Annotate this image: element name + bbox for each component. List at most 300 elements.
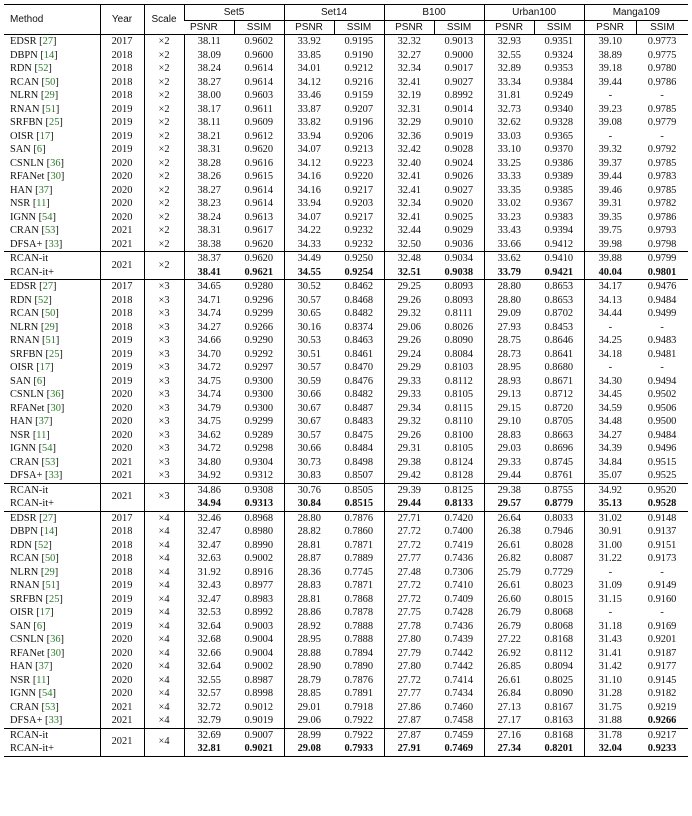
method-name: RNAN xyxy=(10,103,40,115)
citation-link[interactable]: 25 xyxy=(49,348,60,360)
citation-link[interactable]: 11 xyxy=(36,429,47,441)
scale-cell: ×4 xyxy=(144,674,184,688)
citation-link[interactable]: 6 xyxy=(36,375,43,387)
scale-cell: ×2 xyxy=(144,130,184,144)
ssim-cell: 0.8484 xyxy=(344,443,374,454)
psnr-cell: 32.34 xyxy=(384,197,434,211)
ssim-cell: 0.9002 xyxy=(244,553,274,564)
method-cell: DFSA+ [33] xyxy=(10,238,63,250)
citation-link[interactable]: 14 xyxy=(43,49,55,61)
year-cell: 2019 xyxy=(100,579,144,593)
ssim-cell: 0.9328 xyxy=(544,117,574,128)
psnr-cell: 39.10 xyxy=(584,35,636,49)
psnr-cell: 27.80 xyxy=(384,660,434,674)
method-name: EDSR xyxy=(10,512,37,524)
ssim-cell: 0.9312 xyxy=(244,470,274,481)
citation-link[interactable]: 27 xyxy=(42,281,54,292)
method-name: RFANet xyxy=(10,647,45,659)
psnr-cell: 31.81 xyxy=(484,89,534,103)
year-cell: 2020 xyxy=(100,157,144,171)
method-cell: RDN [52] xyxy=(10,539,52,551)
psnr-cell: - xyxy=(584,130,636,144)
psnr-cell: 29.33 xyxy=(484,456,534,470)
scale-block-x2 xyxy=(4,35,688,280)
scale-cell: ×2 xyxy=(144,197,184,211)
psnr-cell: 35.13 xyxy=(584,497,636,511)
method-cell: DBPN [14] xyxy=(10,49,58,61)
citation-link[interactable]: 51 xyxy=(45,103,56,115)
citation-link[interactable]: 17 xyxy=(39,607,51,618)
ssim-cell: 0.7889 xyxy=(344,553,374,564)
ssim-cell: 0.8462 xyxy=(334,280,384,294)
table-row xyxy=(4,76,688,90)
ssim-cell: 0.9025 xyxy=(444,211,474,223)
table-row xyxy=(4,687,688,701)
scale-cell: ×4 xyxy=(144,511,184,525)
method-cell: RCAN [50] xyxy=(10,553,59,564)
citation-link[interactable]: 30 xyxy=(50,647,61,659)
psnr-cell: 33.79 xyxy=(484,266,534,280)
psnr-cell: 32.73 xyxy=(484,103,534,117)
citation-link[interactable]: 11 xyxy=(36,198,47,209)
citation-link[interactable]: 36 xyxy=(50,634,61,645)
method-cell: NSR [11] xyxy=(10,429,50,441)
header-metric-psnr: PSNR xyxy=(184,21,234,35)
psnr-cell: 30.73 xyxy=(284,456,334,470)
method-cell: CSNLN [36] xyxy=(10,389,64,400)
citation-link[interactable]: 53 xyxy=(44,701,56,713)
method-cell: HAN [37] xyxy=(10,416,53,427)
citation-link[interactable]: 25 xyxy=(49,593,60,605)
table-row xyxy=(4,469,688,483)
header-year: Year xyxy=(100,5,144,35)
citation-link[interactable]: 33 xyxy=(48,238,59,250)
psnr-cell: 29.44 xyxy=(484,469,534,483)
ssim-cell: 0.8646 xyxy=(544,335,574,346)
psnr-cell: 38.24 xyxy=(184,211,234,225)
year-cell: 2019 xyxy=(100,130,144,144)
citation-link[interactable]: 51 xyxy=(45,335,56,346)
citation-link[interactable]: 51 xyxy=(45,580,56,591)
year-cell: 2020 xyxy=(100,442,144,456)
citation-link[interactable]: 36 xyxy=(50,157,61,169)
psnr-cell: 30.53 xyxy=(284,334,334,348)
table-row xyxy=(4,701,688,715)
citation-link[interactable]: 37 xyxy=(38,416,49,427)
ssim-cell: 0.9600 xyxy=(244,49,274,61)
ssim-cell: 0.9525 xyxy=(647,470,677,481)
citation-link[interactable]: 11 xyxy=(36,674,47,686)
method-cell: RFANet [30] xyxy=(10,402,65,414)
ssim-cell: 0.8033 xyxy=(534,511,584,525)
citation-link[interactable]: 29 xyxy=(44,90,55,101)
year-cell: 2019 xyxy=(100,361,144,375)
citation-link[interactable]: 50 xyxy=(44,308,56,319)
method-cell: OISR [17] xyxy=(10,130,54,142)
psnr-cell: 29.57 xyxy=(484,497,534,511)
citation-link[interactable]: 53 xyxy=(44,225,56,236)
psnr-cell: 32.68 xyxy=(184,633,234,647)
year-cell: 2018 xyxy=(100,539,144,553)
citation-link[interactable]: 25 xyxy=(49,117,60,128)
method-cell: CRAN [53] xyxy=(10,456,59,468)
ssim-cell: 0.9496 xyxy=(647,443,677,454)
psnr-cell: 30.67 xyxy=(284,402,334,416)
psnr-cell: 26.85 xyxy=(484,660,534,674)
method-cell: OISR [17] xyxy=(10,607,54,618)
method-name: NSR xyxy=(10,429,31,441)
psnr-cell: 32.19 xyxy=(384,89,434,103)
ssim-cell: 0.9389 xyxy=(544,171,574,182)
psnr-cell: 27.87 xyxy=(384,714,434,728)
method-cell: NLRN [29] xyxy=(10,90,59,101)
citation-link[interactable]: 30 xyxy=(50,171,61,182)
psnr-cell: 38.31 xyxy=(184,143,234,157)
method-name: SAN xyxy=(10,620,31,632)
table-row xyxy=(4,714,688,728)
method-name: RDN xyxy=(10,539,32,551)
citation-link[interactable]: 29 xyxy=(44,321,55,333)
year-cell: 2017 xyxy=(100,280,144,294)
ssim-cell: 0.9611 xyxy=(244,103,273,115)
psnr-cell: 34.71 xyxy=(184,294,234,308)
psnr-cell: 32.47 xyxy=(184,593,234,607)
ssim-cell: 0.8133 xyxy=(444,498,474,509)
ssim-cell: 0.9340 xyxy=(544,103,574,115)
ssim-cell: 0.7868 xyxy=(344,593,374,605)
table-row xyxy=(4,334,688,348)
ssim-cell: 0.8110 xyxy=(444,416,473,427)
table-row-ours xyxy=(4,728,688,742)
scale-cell: ×4 xyxy=(144,566,184,580)
ssim-cell: 0.8505 xyxy=(334,483,384,497)
table-row xyxy=(4,116,688,130)
method-name: RCAN xyxy=(10,553,39,564)
year-cell: 2018 xyxy=(100,307,144,321)
ssim-cell: 0.9177 xyxy=(647,661,677,672)
ssim-cell: 0.8090 xyxy=(444,335,474,346)
method-name: SAN xyxy=(10,144,31,155)
psnr-cell: 27.91 xyxy=(384,742,434,756)
psnr-cell: 27.80 xyxy=(384,633,434,647)
psnr-cell: 27.48 xyxy=(384,566,434,580)
ssim-cell: 0.9502 xyxy=(647,389,677,400)
psnr-cell: 34.01 xyxy=(284,62,334,76)
ssim-cell: 0.9801 xyxy=(647,266,677,278)
psnr-cell: 29.38 xyxy=(484,483,534,497)
scale-cell: ×4 xyxy=(144,606,184,620)
ssim-cell: 0.7891 xyxy=(344,688,374,699)
scale-cell: ×2 xyxy=(144,170,184,184)
citation-link[interactable]: 50 xyxy=(44,76,56,88)
psnr-cell: - xyxy=(584,89,636,103)
table-row xyxy=(4,280,688,294)
citation-link[interactable]: 27 xyxy=(42,36,54,47)
table-row xyxy=(4,184,688,198)
psnr-cell: 26.64 xyxy=(484,511,534,525)
scale-cell: ×3 xyxy=(144,469,184,483)
ssim-cell: 0.8712 xyxy=(544,389,574,400)
ssim-cell: 0.7469 xyxy=(444,743,474,754)
psnr-cell: 31.02 xyxy=(584,511,636,525)
ssim-cell: 0.9195 xyxy=(334,35,384,49)
year-cell: 2020 xyxy=(100,687,144,701)
ssim-cell: 0.8084 xyxy=(444,348,474,360)
ssim-cell: 0.9038 xyxy=(444,266,474,278)
psnr-cell: 28.95 xyxy=(284,633,334,647)
year-cell: 2018 xyxy=(100,525,144,539)
method-cell: EDSR [27] xyxy=(4,280,100,294)
citation-link[interactable]: 6 xyxy=(36,144,43,155)
year-cell: 2021 xyxy=(100,238,144,252)
psnr-cell: 27.87 xyxy=(384,728,434,742)
ssim-cell: 0.9300 xyxy=(244,375,274,387)
method-cell: NLRN [29] xyxy=(10,321,59,333)
scale-cell: ×3 xyxy=(144,402,184,416)
ssim-cell: 0.9212 xyxy=(344,63,374,74)
psnr-cell: 27.34 xyxy=(484,742,534,756)
ssim-cell: 0.9019 xyxy=(244,715,274,726)
ssim-cell: 0.9254 xyxy=(344,266,374,278)
psnr-cell: 34.18 xyxy=(584,348,636,362)
psnr-cell: 32.64 xyxy=(184,660,234,674)
citation-link[interactable]: 29 xyxy=(44,566,55,578)
scale-cell: ×4 xyxy=(144,633,184,647)
ssim-cell: 0.9207 xyxy=(344,103,374,115)
psnr-cell: 28.80 xyxy=(284,511,334,525)
psnr-cell: 34.65 xyxy=(184,280,234,294)
ssim-cell: 0.7729 xyxy=(544,566,574,578)
method-name: NSR xyxy=(10,674,31,686)
psnr-cell: 28.83 xyxy=(484,429,534,443)
psnr-cell: 33.43 xyxy=(484,224,534,238)
method-cell: DFSA+ [33] xyxy=(10,715,63,726)
psnr-cell: 30.91 xyxy=(584,525,636,539)
results-table xyxy=(4,4,688,757)
method-name: HAN xyxy=(10,416,33,427)
psnr-cell: 30.57 xyxy=(284,429,334,443)
header-metric-psnr: PSNR xyxy=(584,21,636,35)
citation-link[interactable]: 33 xyxy=(48,715,59,726)
year-cell: 2019 xyxy=(100,606,144,620)
citation-link[interactable]: 27 xyxy=(42,512,54,524)
psnr-cell: 28.81 xyxy=(284,539,334,553)
header-dataset-b100: B100 xyxy=(384,5,484,21)
psnr-cell: 29.32 xyxy=(384,307,434,321)
citation-link[interactable]: 54 xyxy=(42,211,53,223)
psnr-cell: 33.92 xyxy=(284,35,334,49)
method-cell: DFSA+ [33] xyxy=(10,470,63,481)
citation-link[interactable]: 50 xyxy=(44,553,56,564)
ssim-cell: - xyxy=(660,130,664,142)
citation-link[interactable]: 37 xyxy=(38,184,49,196)
year-cell: 2020 xyxy=(100,388,144,402)
ssim-cell: 0.9785 xyxy=(647,184,677,196)
psnr-cell: 29.33 xyxy=(384,388,434,402)
psnr-cell: 29.44 xyxy=(384,497,434,511)
citation-link[interactable]: 17 xyxy=(39,130,51,142)
method-name: HAN xyxy=(10,661,33,672)
method-name: NLRN xyxy=(10,321,39,333)
psnr-cell: 34.12 xyxy=(284,76,334,90)
scale-cell: ×2 xyxy=(144,184,184,198)
psnr-cell: 34.74 xyxy=(184,307,234,321)
citation-link[interactable]: 36 xyxy=(50,389,61,400)
psnr-cell: 29.03 xyxy=(484,442,534,456)
ssim-cell: 0.8696 xyxy=(544,443,574,454)
ssim-cell: 0.9020 xyxy=(444,198,474,209)
year-cell: 2021 xyxy=(100,728,144,756)
ssim-cell: 0.8653 xyxy=(534,280,584,294)
ssim-cell: 0.8720 xyxy=(544,402,574,414)
ssim-cell: 0.8112 xyxy=(544,647,573,659)
ssim-cell: 0.9024 xyxy=(444,157,474,169)
psnr-cell: 34.74 xyxy=(184,388,234,402)
year-cell: 2019 xyxy=(100,103,144,117)
ssim-cell: 0.9365 xyxy=(544,130,574,142)
method-name: NLRN xyxy=(10,566,39,578)
psnr-cell: 32.34 xyxy=(384,62,434,76)
method-name: SRFBN xyxy=(10,117,43,128)
citation-link[interactable]: 6 xyxy=(36,620,43,632)
citation-link[interactable]: 33 xyxy=(48,470,59,481)
citation-link[interactable]: 37 xyxy=(38,661,49,672)
ssim-cell: 0.7410 xyxy=(444,580,474,591)
ssim-cell: 0.8515 xyxy=(344,498,374,509)
psnr-cell: 30.76 xyxy=(284,483,334,497)
psnr-cell: 29.24 xyxy=(384,348,434,362)
ssim-cell: 0.9159 xyxy=(344,90,374,101)
citation-link[interactable]: 54 xyxy=(42,688,53,699)
ssim-cell: 0.8100 xyxy=(444,429,474,441)
citation-link[interactable]: 54 xyxy=(42,443,53,454)
psnr-cell: 32.36 xyxy=(384,130,434,144)
year-cell: 2018 xyxy=(100,294,144,308)
table-row xyxy=(4,525,688,539)
psnr-cell: 27.72 xyxy=(384,579,434,593)
method-name: CRAN xyxy=(10,456,39,468)
psnr-cell: 29.31 xyxy=(384,442,434,456)
psnr-cell: 38.27 xyxy=(184,76,234,90)
ssim-cell: 0.9304 xyxy=(244,456,274,468)
psnr-cell: 30.51 xyxy=(284,348,334,362)
ssim-cell: 0.9213 xyxy=(344,144,374,155)
ssim-cell: 0.9308 xyxy=(234,483,284,497)
scale-cell: ×3 xyxy=(144,348,184,362)
psnr-cell: 32.55 xyxy=(184,674,234,688)
psnr-cell: 34.45 xyxy=(584,388,636,402)
psnr-cell: 32.64 xyxy=(184,620,234,634)
psnr-cell: 30.66 xyxy=(284,388,334,402)
method-name: SRFBN xyxy=(10,593,43,605)
ssim-cell: 0.8374 xyxy=(344,321,374,333)
psnr-cell: 30.59 xyxy=(284,375,334,389)
psnr-cell: 26.61 xyxy=(484,579,534,593)
header-dataset-set5: Set5 xyxy=(184,5,284,21)
citation-link[interactable]: 17 xyxy=(39,362,51,373)
ssim-cell: 0.8124 xyxy=(444,456,474,468)
psnr-cell: 31.10 xyxy=(584,674,636,688)
ssim-cell: 0.7871 xyxy=(344,539,374,551)
psnr-cell: 34.07 xyxy=(284,143,334,157)
table-row xyxy=(4,633,688,647)
ssim-cell: 0.9613 xyxy=(244,211,274,223)
psnr-cell: 33.46 xyxy=(284,89,334,103)
psnr-cell: 31.42 xyxy=(584,660,636,674)
table-row xyxy=(4,402,688,416)
ssim-cell: 0.8125 xyxy=(434,483,484,497)
psnr-cell: 38.00 xyxy=(184,89,234,103)
citation-link[interactable]: 52 xyxy=(38,63,49,74)
psnr-cell: 29.32 xyxy=(384,415,434,429)
psnr-cell: 26.61 xyxy=(484,674,534,688)
psnr-cell: 32.89 xyxy=(484,62,534,76)
psnr-cell: 32.43 xyxy=(184,579,234,593)
scale-cell: ×4 xyxy=(144,687,184,701)
psnr-cell: 39.08 xyxy=(584,116,636,130)
psnr-cell: 33.35 xyxy=(484,184,534,198)
ssim-cell: 0.8482 xyxy=(344,389,374,400)
ssim-cell: 0.8093 xyxy=(434,280,484,294)
method-name: RCAN xyxy=(10,308,39,319)
ssim-cell: 0.9620 xyxy=(234,252,284,266)
ssim-cell: 0.7922 xyxy=(334,728,384,742)
citation-link[interactable]: 53 xyxy=(44,456,56,468)
psnr-cell: 29.13 xyxy=(484,388,534,402)
psnr-cell: 31.43 xyxy=(584,633,636,647)
psnr-cell: 26.79 xyxy=(484,620,534,634)
table-row xyxy=(4,579,688,593)
psnr-cell: 34.33 xyxy=(284,238,334,252)
ssim-cell: 0.8090 xyxy=(544,688,574,699)
ssim-cell: 0.8470 xyxy=(344,362,374,373)
citation-link[interactable]: 14 xyxy=(43,526,55,537)
psnr-cell: 32.42 xyxy=(384,143,434,157)
psnr-cell: 38.17 xyxy=(184,103,234,117)
ssim-cell: 0.9494 xyxy=(647,375,677,387)
scale-cell: ×2 xyxy=(144,76,184,90)
scale-cell: ×2 xyxy=(144,224,184,238)
psnr-cell: 33.23 xyxy=(484,211,534,225)
psnr-cell: 39.31 xyxy=(584,197,636,211)
ssim-cell: 0.7428 xyxy=(444,607,474,618)
psnr-cell: 39.44 xyxy=(584,76,636,90)
ssim-cell: 0.9196 xyxy=(344,117,374,128)
ssim-cell: 0.9614 xyxy=(244,184,274,196)
table-header xyxy=(4,5,688,35)
psnr-cell: 38.09 xyxy=(184,49,234,63)
scale-cell: ×2 xyxy=(144,238,184,252)
method-cell: RDN [52] xyxy=(10,63,52,74)
citation-link[interactable]: 52 xyxy=(38,539,49,551)
ssim-cell: 0.9353 xyxy=(544,63,574,74)
ssim-cell: 0.7436 xyxy=(444,553,474,564)
method-cell: EDSR [27] xyxy=(4,511,100,525)
scale-cell: ×3 xyxy=(144,307,184,321)
method-cell: DBPN [14] xyxy=(10,526,58,537)
ssim-cell: 0.9782 xyxy=(647,198,677,209)
citation-link[interactable]: 52 xyxy=(38,294,49,306)
psnr-cell: 32.46 xyxy=(184,511,234,525)
ssim-cell: 0.9002 xyxy=(244,661,274,672)
psnr-cell: 31.78 xyxy=(584,728,636,742)
scale-cell: ×4 xyxy=(144,714,184,728)
scale-cell: ×4 xyxy=(144,660,184,674)
ssim-cell: 0.9151 xyxy=(647,539,677,551)
citation-link[interactable]: 30 xyxy=(50,402,61,414)
ssim-cell: 0.8987 xyxy=(244,674,274,686)
psnr-cell: 30.66 xyxy=(284,442,334,456)
